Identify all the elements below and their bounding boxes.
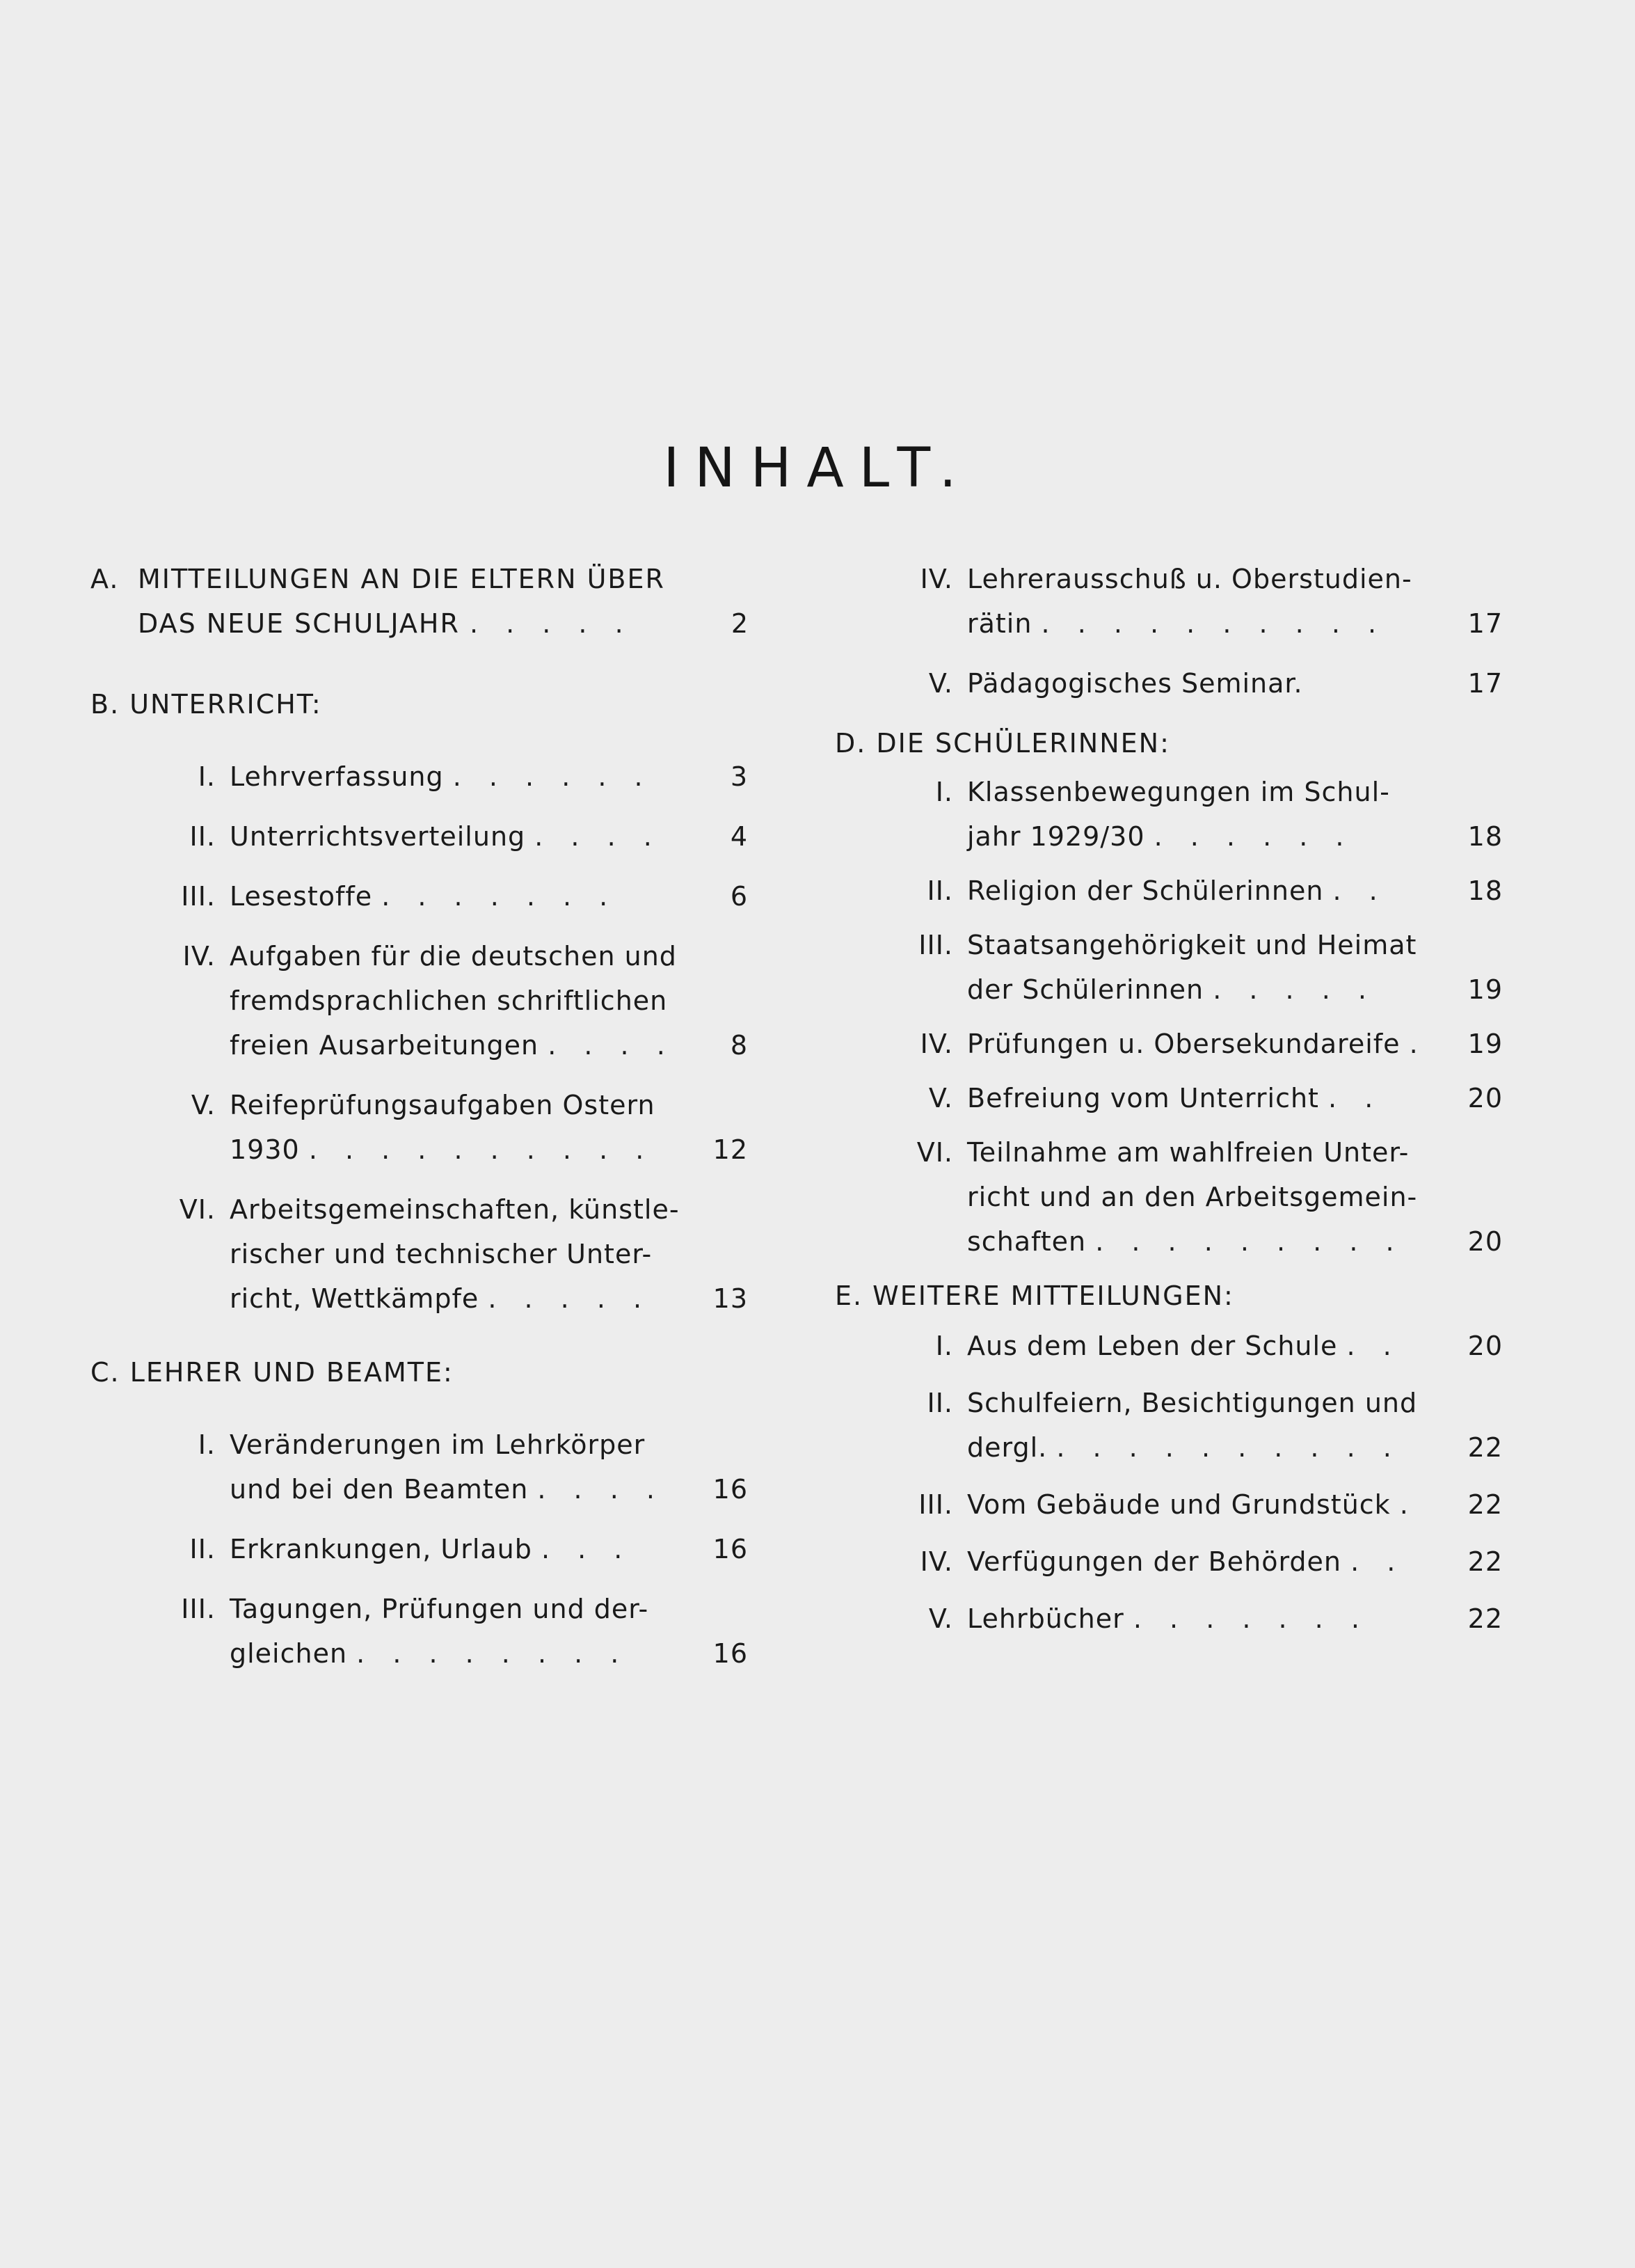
leader-dots: . . — [1332, 875, 1387, 906]
entry-text: 1930 — [230, 1134, 300, 1165]
entry-number: II. — [927, 875, 953, 906]
leader-dots: . . . . . . . . . . — [308, 1134, 654, 1165]
leader-dots: . . — [1346, 1331, 1401, 1361]
page-number: 22 — [1467, 1546, 1503, 1577]
entry-text: Schulfeiern, Besichtigungen und — [967, 1388, 1418, 1418]
page-number: 16 — [712, 1474, 748, 1505]
leader-dots: . — [1399, 1489, 1418, 1520]
entry-number: V. — [191, 1090, 216, 1120]
entry-number: V. — [928, 668, 953, 699]
page-number: 20 — [1467, 1083, 1503, 1113]
toc-entry — [898, 1324, 1503, 1368]
toc-entry — [160, 1422, 758, 1512]
entry-text: schaften — [967, 1226, 1087, 1257]
entry-text: jahr 1929/30 — [967, 821, 1145, 852]
entry-text: richt, Wettkämpfe — [230, 1283, 479, 1314]
leader-dots: . . . — [541, 1534, 632, 1564]
page-number: 22 — [1467, 1489, 1503, 1520]
section-heading: C. LEHRER UND BEAMTE: — [90, 1357, 454, 1388]
entry-text: rätin — [967, 608, 1032, 639]
entry-text: gleichen — [230, 1638, 348, 1669]
page-number: 19 — [1467, 1029, 1503, 1059]
entry-text: Befreiung vom Unterricht — [967, 1083, 1319, 1113]
entry-text: Lehrbücher — [967, 1603, 1124, 1634]
leader-dots: . . . . . . . . . — [1095, 1226, 1404, 1257]
entry-number: I. — [935, 1331, 953, 1361]
entry-text: Aufgaben für die deutschen und — [230, 941, 677, 972]
leader-dots: . . . . . — [488, 1283, 652, 1314]
leader-dots: . . . . . . — [452, 761, 653, 792]
section-a-title-line1: MITTEILUNGEN AN DIE ELTERN ÜBER — [138, 564, 665, 594]
leader-dots: . — [1409, 1029, 1428, 1059]
section-a-title-line2: DAS NEUE SCHULJAHR — [138, 608, 460, 639]
page-number: 20 — [1467, 1226, 1503, 1257]
entry-number: IV. — [920, 1546, 953, 1577]
page-number: 17 — [1467, 608, 1503, 639]
toc-left-column — [90, 557, 758, 1691]
entry-number: III. — [181, 881, 216, 912]
page-number: 16 — [712, 1638, 748, 1669]
entry-number: II. — [927, 1388, 953, 1418]
entry-text: Lesestoffe — [230, 881, 373, 912]
section-heading: D. DIE SCHÜLERINNEN: — [835, 728, 1170, 759]
entry-text: Veränderungen im Lehrkörper — [230, 1429, 646, 1460]
entry-text: Prüfungen u. Obersekundareife — [967, 1029, 1401, 1059]
leader-dots: . . . . . . . — [1133, 1603, 1369, 1634]
toc-entry — [898, 1482, 1503, 1527]
entry-text: Lehrerausschuß u. Oberstudien- — [967, 564, 1412, 594]
toc-entry — [898, 557, 1503, 646]
toc-entry — [898, 1130, 1503, 1264]
toc-entry — [160, 934, 758, 1068]
entry-text: Teilnahme am wahlfreien Unter- — [967, 1137, 1410, 1168]
toc-entry — [160, 1187, 758, 1321]
entry-text: und bei den Beamten — [230, 1474, 529, 1505]
toc-entry — [898, 1539, 1503, 1584]
section-heading: E. WEITERE MITTEILUNGEN: — [835, 1280, 1234, 1311]
toc-section-e — [835, 1274, 1503, 1641]
toc-entry — [898, 661, 1503, 706]
section-letter: A. — [90, 564, 120, 594]
leader-dots: . . . . . . . — [381, 881, 618, 912]
entry-number: II. — [189, 1534, 216, 1564]
entry-number: I. — [935, 777, 953, 807]
toc-section-a — [90, 557, 758, 654]
page-number: 22 — [1467, 1432, 1503, 1463]
entry-text: freien Ausarbeitungen — [230, 1030, 539, 1061]
toc-entry — [898, 1596, 1503, 1641]
page-title: INHALT. — [663, 437, 972, 500]
toc-entry — [160, 1083, 758, 1172]
toc-section-c-continued — [828, 557, 1503, 706]
entry-number: III. — [918, 1489, 953, 1520]
page-number: 18 — [1467, 821, 1503, 852]
entry-text: fremdsprachlichen schriftlichen — [230, 985, 668, 1016]
entry-number: VI. — [179, 1194, 216, 1225]
entry-number: IV. — [920, 564, 953, 594]
toc-entry — [160, 814, 758, 859]
toc-section-d — [835, 721, 1503, 1264]
toc-entry — [160, 1527, 758, 1571]
leader-dots: . . — [1328, 1083, 1383, 1113]
leader-dots: . . . . — [537, 1474, 664, 1505]
entry-text: Lehrverfassung — [230, 761, 444, 792]
entry-text: Klassenbewegungen im Schul- — [967, 777, 1390, 807]
entry-text: Pädagogisches Seminar. — [967, 668, 1303, 699]
entry-number: III. — [181, 1594, 216, 1624]
leader-dots: . . . . . — [469, 608, 633, 639]
entry-text: Verfügungen der Behörden — [967, 1546, 1341, 1577]
page-number: 3 — [730, 761, 748, 792]
leader-dots: . . . . . . . . . . — [1056, 1432, 1401, 1463]
leader-dots: . . . . — [548, 1030, 675, 1061]
entry-text: rischer und technischer Unter- — [230, 1239, 653, 1269]
entry-number: IV. — [920, 1029, 953, 1059]
toc-section-c — [90, 1350, 758, 1676]
entry-number: II. — [189, 821, 216, 852]
page-number: 17 — [1467, 668, 1503, 699]
leader-dots: . . . . . . — [1154, 821, 1354, 852]
page-number: 18 — [1467, 875, 1503, 906]
page-number: 4 — [730, 821, 748, 852]
entry-text: Religion der Schülerinnen — [967, 875, 1324, 906]
entry-text: dergl. — [967, 1432, 1048, 1463]
entry-text: Arbeitsgemeinschaften, künstle- — [230, 1194, 680, 1225]
page-number: 19 — [1467, 974, 1503, 1005]
entry-text: Erkrankungen, Urlaub — [230, 1534, 532, 1564]
toc-entry — [898, 869, 1503, 913]
toc-entry — [160, 754, 758, 799]
entry-number: III. — [918, 930, 953, 960]
entry-text: Staatsangehörigkeit und Heimat — [967, 930, 1417, 960]
toc-entry — [898, 923, 1503, 1012]
toc-entry — [898, 770, 1503, 859]
page-number: 6 — [730, 881, 748, 912]
toc-right-column — [835, 557, 1503, 1654]
page-number: 12 — [712, 1134, 748, 1165]
page-number: 8 — [730, 1030, 748, 1061]
toc-entry — [898, 1022, 1503, 1066]
page-number: 22 — [1467, 1603, 1503, 1634]
entry-text: der Schülerinnen — [967, 974, 1204, 1005]
entry-number: I. — [198, 761, 216, 792]
entry-number: I. — [198, 1429, 216, 1460]
entry-number: V. — [928, 1603, 953, 1634]
page-number: 20 — [1467, 1331, 1503, 1361]
toc-section-b — [90, 682, 758, 1321]
entry-text: Unterrichtsverteilung — [230, 821, 526, 852]
entry-text: Vom Gebäude und Grundstück — [967, 1489, 1391, 1520]
entry-text: Tagungen, Prüfungen und der- — [230, 1594, 649, 1624]
leader-dots: . . . . . . . . . . — [1041, 608, 1387, 639]
section-heading: B. UNTERRICHT: — [90, 689, 322, 720]
entry-number: IV. — [182, 941, 216, 972]
entry-number: VI. — [916, 1137, 953, 1168]
toc-entry — [160, 1587, 758, 1676]
leader-dots: . . — [1350, 1546, 1405, 1577]
page-number: 2 — [731, 608, 748, 639]
entry-text: richt und an den Arbeitsgemein- — [967, 1182, 1418, 1212]
leader-dots: . . . . . — [1213, 974, 1376, 1005]
leader-dots: . . . . — [534, 821, 662, 852]
page-number: 13 — [712, 1283, 748, 1314]
toc-entry — [898, 1076, 1503, 1120]
toc-entry — [898, 1381, 1503, 1470]
leader-dots: . . . . . . . . — [356, 1638, 629, 1669]
entry-number: V. — [928, 1083, 953, 1113]
entry-text: Aus dem Leben der Schule — [967, 1331, 1338, 1361]
toc-entry — [160, 874, 758, 919]
page-number: 16 — [712, 1534, 748, 1564]
entry-text: Reifeprüfungsaufgaben Ostern — [230, 1090, 655, 1120]
